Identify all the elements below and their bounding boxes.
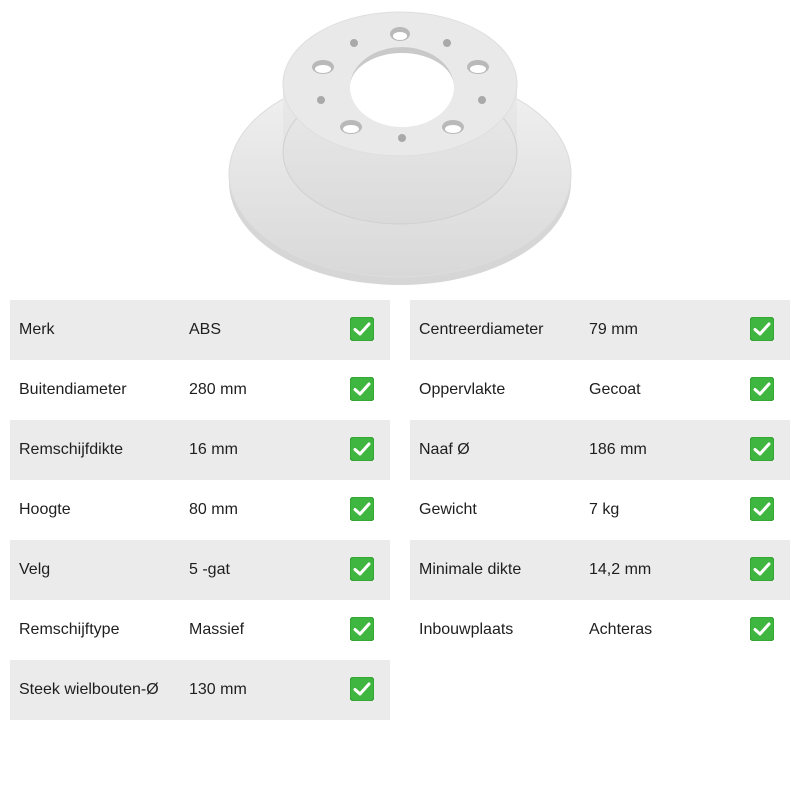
spec-value: 280 mm	[189, 381, 247, 398]
spec-label: Centreerdiameter	[419, 321, 544, 338]
spec-value: ABS	[189, 321, 222, 338]
spec-label: Buitendiameter	[19, 381, 127, 398]
spec-value: 130 mm	[189, 681, 247, 698]
spec-label: Oppervlakte	[419, 381, 506, 398]
spec-value: 5 -gat	[189, 561, 230, 578]
spec-row-naaf	[410, 420, 790, 480]
check-icon	[350, 557, 374, 581]
spec-label: Minimale dikte	[419, 561, 522, 578]
spec-value: 79 mm	[589, 321, 638, 338]
spec-row-hoogte	[10, 480, 390, 540]
check-icon	[750, 617, 774, 641]
spec-row-buitendiameter	[10, 360, 390, 420]
spec-row-remschijfdikte	[10, 420, 390, 480]
spec-label: Gewicht	[419, 501, 477, 518]
check-icon	[750, 377, 774, 401]
spec-row-oppervlakte	[410, 360, 790, 420]
spec-label: Hoogte	[19, 501, 71, 518]
spec-row-merk	[10, 300, 390, 360]
spec-row-remschijftype	[10, 600, 390, 660]
spec-value: Achteras	[589, 621, 653, 638]
check-icon	[350, 437, 374, 461]
spec-label: Steek wielbouten-Ø	[19, 681, 159, 698]
spec-value: Gecoat	[589, 381, 641, 398]
spec-label: Remschijfdikte	[19, 441, 124, 458]
spec-row-velg	[10, 540, 390, 600]
check-icon	[350, 377, 374, 401]
spec-label: Velg	[19, 561, 51, 578]
check-icon	[350, 617, 374, 641]
spec-row-steek-wielbouten	[10, 660, 390, 720]
spec-value: 14,2 mm	[589, 561, 652, 578]
spec-row-gewicht	[410, 480, 790, 540]
check-icon	[750, 317, 774, 341]
spec-row-minimale-dikte	[410, 540, 790, 600]
spec-row-inbouwplaats	[410, 600, 790, 660]
spec-label: Remschijftype	[19, 621, 120, 638]
spec-value: Massief	[189, 621, 245, 638]
check-icon	[750, 437, 774, 461]
spec-value: 80 mm	[189, 501, 238, 518]
check-icon	[750, 497, 774, 521]
spec-label: Naaf Ø	[419, 441, 470, 458]
spec-value: 186 mm	[589, 441, 647, 458]
spec-table-left	[10, 300, 390, 720]
spec-table-right	[410, 300, 790, 660]
brake-disc-image	[0, 0, 800, 295]
spec-label: Merk	[19, 321, 55, 338]
spec-value: 16 mm	[189, 441, 238, 458]
spec-label: Inbouwplaats	[419, 621, 514, 638]
check-icon	[350, 677, 374, 701]
check-icon	[350, 497, 374, 521]
spec-value: 7 kg	[589, 501, 620, 518]
spec-row-centreerdiameter	[410, 300, 790, 360]
check-icon	[750, 557, 774, 581]
check-icon	[350, 317, 374, 341]
